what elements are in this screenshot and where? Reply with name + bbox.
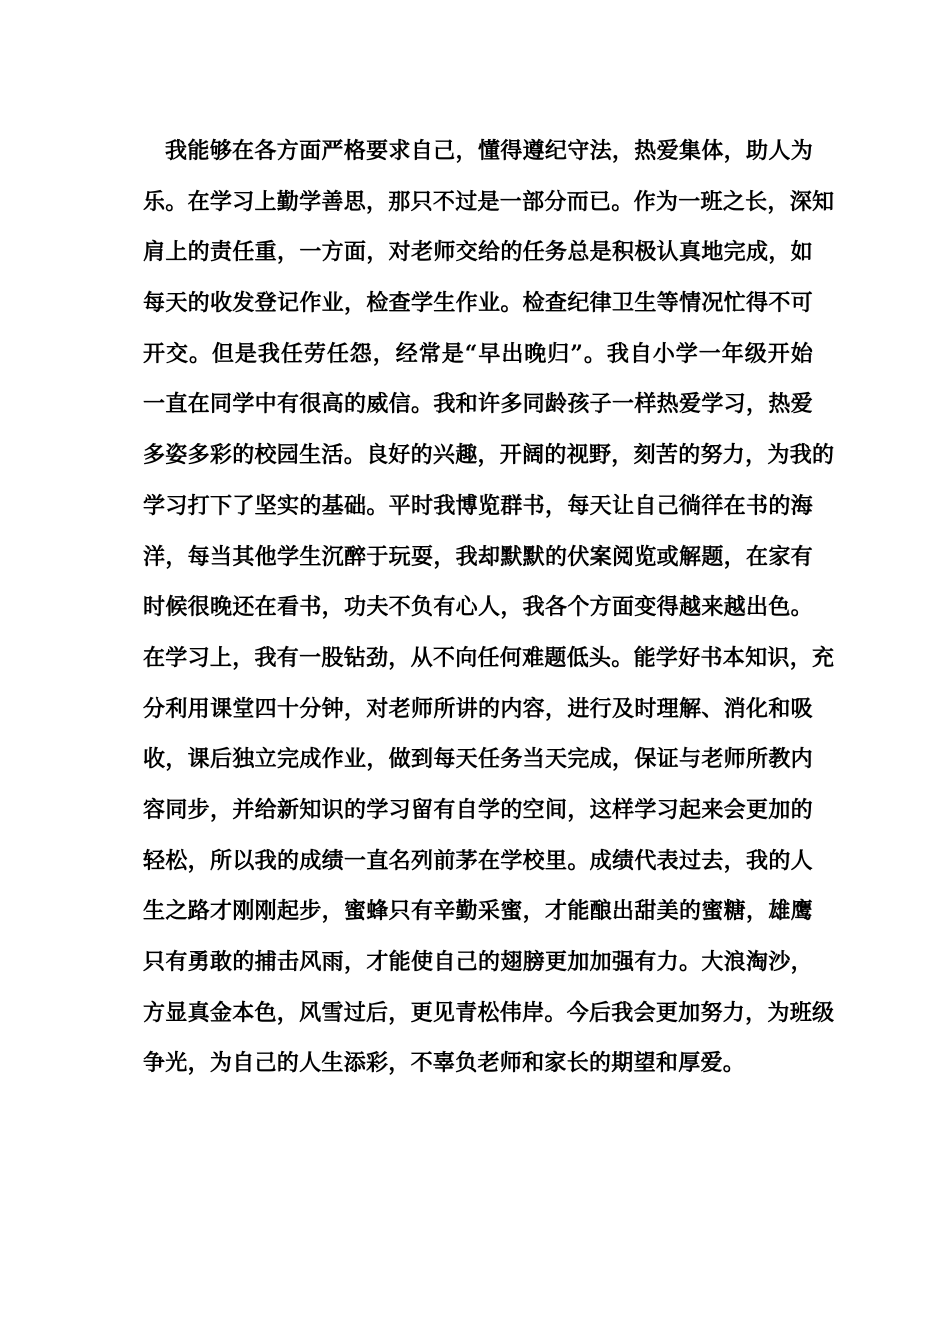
paragraph-line: 开交。但是我任劳任怨，经常是“早出晚归”。我自小学一年级开始 bbox=[143, 340, 813, 367]
paragraph-line: 每天的收发登记作业，检查学生作业。检查纪律卫生等情况忙得不可 bbox=[143, 290, 813, 317]
paragraph-line: 洋，每当其他学生沉醉于玩耍，我却默默的伏案阅览或解题，在家有 bbox=[143, 543, 813, 570]
paragraph-line: 乐。在学习上勤学善思，那只不过是一部分而已。作为一班之长，深知 bbox=[143, 188, 835, 215]
paragraph-line: 方显真金本色，风雪过后，更见青松伟岸。今后我会更加努力，为班级 bbox=[143, 999, 835, 1026]
paragraph-line: 只有勇敢的捕击风雨，才能使自己的翅膀更加加强有力。大浪淘沙， bbox=[143, 949, 813, 975]
paragraph-line: 在学习上，我有一股钻劲，从不向任何难题低头。能学好书本知识，充 bbox=[143, 644, 835, 671]
paragraph-line: 生之路才刚刚起步，蜜蜂只有辛勤采蜜，才能酿出甜美的蜜糖，雄鹰 bbox=[143, 898, 813, 925]
essay-paragraph bbox=[143, 126, 835, 1089]
paragraph-line: 我能够在各方面严格要求自己，懂得遵纪守法，热爱集体，助人为 bbox=[165, 138, 813, 164]
paragraph-line: 收，课后独立完成作业，做到每天任务当天完成，保证与老师所教内 bbox=[143, 746, 813, 773]
paragraph-line: 一直在同学中有很高的威信。我和许多同龄孩子一样热爱学习，热爱 bbox=[143, 391, 813, 418]
paragraph-line: 肩上的责任重，一方面，对老师交给的任务总是积极认真地完成，如 bbox=[143, 239, 813, 266]
paragraph-line: 学习打下了坚实的基础。平时我博览群书，每天让自己徜徉在书的海 bbox=[143, 492, 813, 519]
paragraph-line: 多姿多彩的校园生活。良好的兴趣，开阔的视野，刻苦的努力，为我的 bbox=[143, 442, 835, 469]
paragraph-line: 争光，为自己的人生添彩，不辜负老师和家长的期望和厚爱。 bbox=[143, 1050, 746, 1077]
paragraph-line: 容同步，并给新知识的学习留有自学的空间，这样学习起来会更加的 bbox=[143, 796, 813, 823]
paragraph-line: 分利用课堂四十分钟，对老师所讲的内容，进行及时理解、消化和吸 bbox=[143, 695, 813, 722]
paragraph-line: 时候很晚还在看书，功夫不负有心人，我各个方面变得越来越出色。 bbox=[143, 594, 813, 621]
paragraph-line: 轻松，所以我的成绩一直名列前茅在学校里。成绩代表过去，我的人 bbox=[143, 847, 813, 874]
